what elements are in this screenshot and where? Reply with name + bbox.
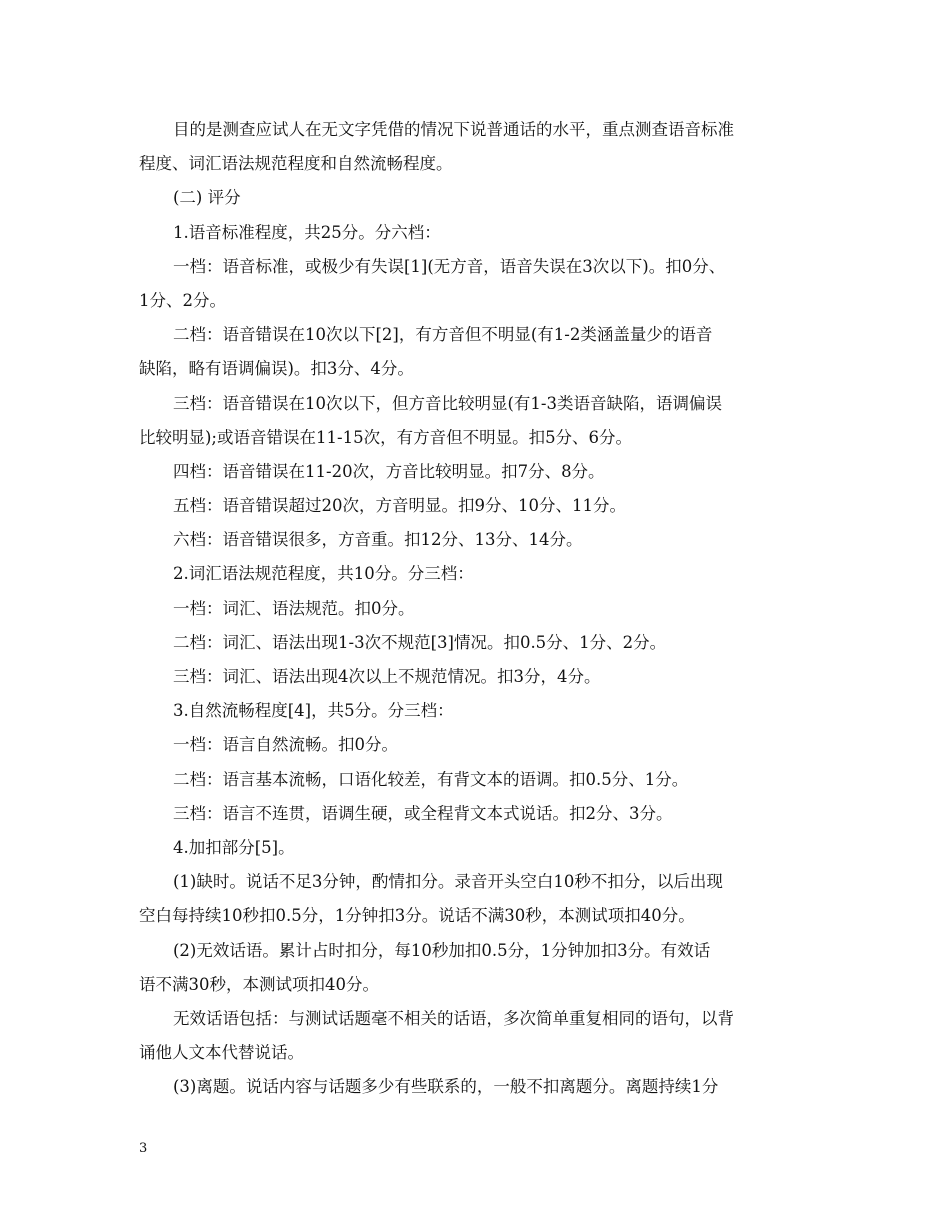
text-line: 程度、词汇语法规范程度和自然流畅程度。 — [139, 154, 453, 174]
text-line: (1)缺时。说话不足3分钟，酌情扣分。录音开头空白10秒不扣分，以后出现 — [173, 872, 723, 892]
text-line: 语不满30秒，本测试项扣40分。 — [139, 974, 379, 994]
text-line: 二档：语音错误在10次以下[2]，有方音但不明显(有1-2类涵盖量少的语音 — [173, 325, 713, 345]
text-line: 三档：语言不连贯，语调生硬，或全程背文本式说话。扣2分、3分。 — [173, 803, 673, 823]
text-line: 一档：词汇、语法规范。扣0分。 — [173, 598, 415, 618]
text-line: 六档：语音错误很多，方音重。扣12分、13分、14分。 — [173, 530, 583, 550]
text-line: 空白每持续10秒扣0.5分，1分钟扣3分。说话不满30秒，本测试项扣40分。 — [139, 906, 695, 926]
text-line: 一档：语言自然流畅。扣0分。 — [173, 735, 398, 755]
page-body — [139, 113, 819, 1104]
text-line: 无效话语包括：与测试话题毫不相关的话语，多次简单重复相同的语句，以背 — [173, 1008, 734, 1028]
text-line: 四档：语音错误在11-20次，方音比较明显。扣7分、8分。 — [173, 461, 605, 481]
text-line: 诵他人文本代替说话。 — [139, 1043, 304, 1063]
text-line: 比较明显);或语音错误在11-15次，有方音但不明显。扣5分、6分。 — [139, 427, 633, 447]
text-line: (3)离题。说话内容与话题多少有些联系的，一般不扣离题分。离题持续1分 — [173, 1077, 719, 1097]
text-line: 三档：语音错误在10次以下，但方音比较明显(有1-3类语音缺陷，语调偏误 — [173, 393, 723, 413]
text-line: (2)无效话语。累计占时扣分，每10秒加扣0.5分，1分钟加扣3分。有效话 — [173, 940, 711, 960]
text-line: 五档：语音错误超过20次，方音明显。扣9分、10分、11分。 — [173, 496, 626, 516]
text-line: 1分、2分。 — [139, 290, 226, 310]
text-line: (二) 评分 — [173, 188, 241, 208]
text-line: 目的是测查应试人在无文字凭借的情况下说普通话的水平，重点测查语音标准 — [173, 120, 734, 139]
page-number: 3 — [139, 1141, 148, 1156]
text-line: 二档：词汇、语法出现1-3次不规范[3]情况。扣0.5分、1分、2分。 — [173, 632, 667, 652]
text-line: 二档：语言基本流畅，口语化较差，有背文本的语调。扣0.5分、1分。 — [173, 769, 689, 789]
text-line: 三档：词汇、语法出现4次以上不规范情况。扣3分，4分。 — [173, 667, 601, 686]
text-line: 3.自然流畅程度[4]，共5分。分三档： — [173, 701, 454, 721]
text-line: 一档：语音标准，或极少有失误[1](无方音，语音失误在3次以下)。扣0分、 — [173, 256, 726, 276]
text-line: 2.词汇语法规范程度，共10分。分三档： — [173, 564, 474, 584]
text-line: 1.语音标准程度，共25分。分六档： — [173, 222, 441, 242]
text-line: 4.加扣部分[5]。 — [173, 837, 295, 857]
text-line: 缺陷，略有语调偏误)。扣3分、4分。 — [139, 359, 414, 379]
